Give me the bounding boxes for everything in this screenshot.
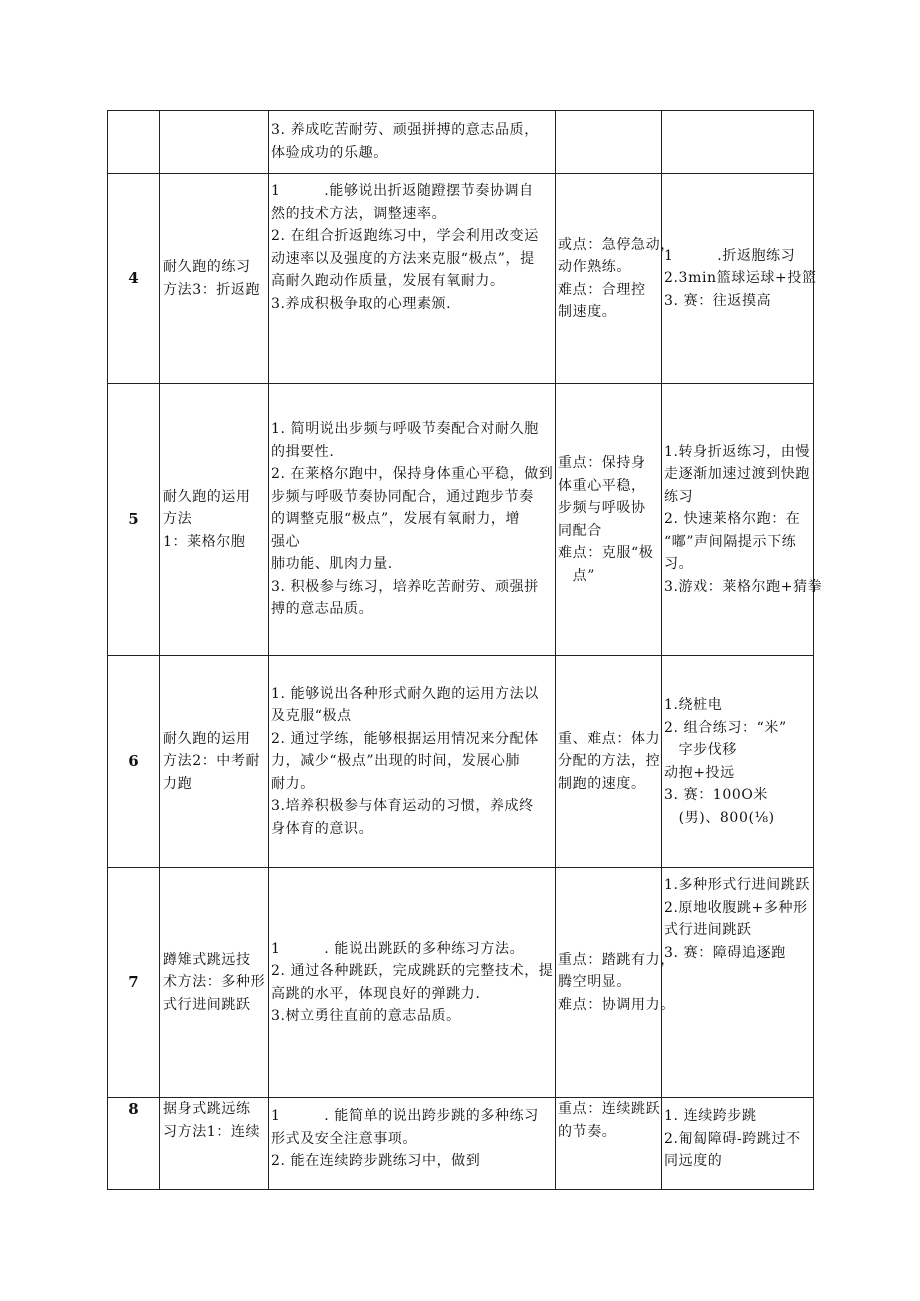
cell-line: 步频与呼吸协 xyxy=(558,500,646,516)
cell-line: 或点：急停急动， xyxy=(558,236,675,253)
learning-goals-cell xyxy=(269,656,556,868)
cell-line: 难点：克服“极 xyxy=(558,545,654,561)
cell-line: 3.培养积极参与体育运动的习惯，养成终 xyxy=(271,798,534,815)
cell-line: 重点：保持身 xyxy=(558,455,646,471)
cell-line: 2.原地收腹跳+多种形 xyxy=(664,899,808,916)
cell-line: 1 .能够说出折返随蹬摆节奏协调自 xyxy=(271,183,534,199)
cell-line: 3. 赛：往返摸高 xyxy=(664,292,772,309)
methods-cell xyxy=(662,656,814,868)
lesson-number-cell: 4 xyxy=(108,174,160,384)
cell-line: 身体育的意识。 xyxy=(271,820,374,837)
learning-goals-cell xyxy=(269,174,556,384)
table-row xyxy=(108,384,814,656)
cell-line: 及克服“极点 xyxy=(271,708,352,725)
key-points-cell xyxy=(556,384,662,656)
methods-cell xyxy=(662,174,817,384)
cell-line: 1. 能够说出各种形式耐久跑的运用方法以 xyxy=(271,685,539,702)
cell-line: 2.匍匐障碍-跨跳过不 xyxy=(664,1130,801,1147)
cell-line: 方法 xyxy=(163,511,193,528)
cell-line: 3. 养成吃苦耐劳、顽强拼搏的意志品质， xyxy=(271,122,539,138)
cell-line: 的节奏。 xyxy=(558,1123,617,1140)
cell-line: 力跑 xyxy=(163,775,193,792)
cell-line: 方法2：中考耐 xyxy=(163,753,261,770)
cell-line: 2. 能在连续跨步跳练习中，做到 xyxy=(271,1153,481,1169)
key-points-cell xyxy=(556,111,662,174)
cell-line: 1 . 能说出跳跃的多种练习方法。 xyxy=(271,940,525,957)
key-points-cell xyxy=(556,174,675,384)
cell-line: 2. 在组合折返跑练习中，学会利用改变运 xyxy=(271,228,539,244)
cell-line: 2.3min篮球运球+投篮 xyxy=(664,270,817,287)
learning-goals-cell xyxy=(269,868,556,1098)
cell-line: 习方法1：连续 xyxy=(163,1123,261,1140)
cell-line: 力，减少“极点”出现的时间，发展心肺 xyxy=(271,753,521,770)
cell-line: 分配的方法，控 xyxy=(558,753,661,770)
cell-line: 3.养成积极争取的心理素颁. xyxy=(271,295,452,312)
cell-line: 3.树立勇往直前的意志品质。 xyxy=(271,1008,461,1024)
cell-line: 1：莱格尔胞 xyxy=(163,533,246,550)
table-row xyxy=(108,111,814,174)
cell-line: 2. 通过学练，能够根据运用情况来分配体 xyxy=(271,730,539,747)
cell-line: 肺功能、肌肉力量. xyxy=(271,556,393,573)
cell-line: 习。 xyxy=(664,556,694,573)
lesson-title-cell xyxy=(160,868,269,1098)
cell-line: 3. 赛：100O米 xyxy=(664,787,769,803)
key-points-cell xyxy=(556,868,675,1098)
cell-line: 重点：连续跳跃 xyxy=(558,1101,661,1117)
learning-goals-cell xyxy=(269,1098,556,1190)
learning-goals-cell xyxy=(269,384,556,656)
cell-line: 3. 赛：障碍追逐跑 xyxy=(664,944,786,961)
cell-line: 3.游戏：莱格尔跑+猜拳 xyxy=(664,578,823,595)
cell-line: 耐久跑的运用 xyxy=(163,730,251,747)
cell-line: 蹲雉式跳远技 xyxy=(163,951,251,968)
cell-line: 动速率以及强度的方法来克服“极点”，提 xyxy=(271,250,535,267)
table-row xyxy=(108,868,814,1098)
cell-line: 3. 积极参与练习，培养吃苦耐劳、顽强拼 xyxy=(271,578,539,595)
cell-line: 据身式跳远练 xyxy=(163,1101,251,1117)
key-points-cell xyxy=(556,1098,662,1190)
cell-line: 同配合 xyxy=(558,522,602,539)
lesson-number-cell: 5 xyxy=(108,384,160,656)
cell-line: 形式及安全注意事项。 xyxy=(271,1130,417,1147)
cell-line: 1. 连续跨步跳 xyxy=(664,1108,757,1124)
lesson-title-cell xyxy=(160,1098,269,1190)
cell-line: 2. 在莱格尔跑中，保持身体重心平稳，做到 xyxy=(271,466,554,483)
cell-line: 2. 组合练习：“米” xyxy=(664,719,787,736)
cell-line: 动作熟练。 xyxy=(558,259,631,275)
lesson-number-cell: 8 xyxy=(108,1098,160,1190)
cell-line: 1.绕桩电 xyxy=(664,697,723,713)
cell-line: 体重心平稳， xyxy=(558,477,646,494)
cell-line: 耐力。 xyxy=(271,775,315,792)
cell-line: 体验成功的乐趣。 xyxy=(271,144,388,161)
cell-line: 1.转身折返练习，由慢 xyxy=(664,443,810,460)
cell-line: 重点：踏跳有力， xyxy=(558,951,675,968)
cell-line: 方法3：折返跑 xyxy=(163,281,261,298)
methods-cell xyxy=(662,868,814,1098)
cell-line: 1.多种形式行进间跳跃 xyxy=(664,877,810,893)
cell-line: 耐久跑的运用 xyxy=(163,488,251,505)
learning-goals-cell xyxy=(269,111,556,174)
cell-line: (男)、800(⅛) xyxy=(664,809,775,826)
lesson-title-cell xyxy=(160,384,269,656)
cell-line: 的揖要性. xyxy=(271,443,335,460)
lesson-title-cell xyxy=(160,111,269,174)
cell-line: 1 . 能简单的说出跨步跳的多种练习 xyxy=(271,1108,539,1124)
lesson-plan-table xyxy=(107,110,823,1190)
lesson-number-cell xyxy=(108,111,160,174)
cell-line: 腾空明显。 xyxy=(558,974,631,991)
cell-line: 难点：合理控 xyxy=(558,281,646,298)
cell-line: 1. 简明说出步频与呼吸节奏配合对耐久胞 xyxy=(271,421,539,438)
lesson-number-cell: 6 xyxy=(108,656,160,868)
cell-line: 字步伐移 xyxy=(664,742,737,758)
cell-line: 走逐渐加速过渡到快跑 xyxy=(664,466,810,483)
methods-cell xyxy=(662,384,823,656)
cell-line: 动抱+投远 xyxy=(664,764,735,781)
lesson-number-cell: 7 xyxy=(108,868,160,1098)
cell-line: “嘟”声间隔提示下练 xyxy=(664,533,797,550)
cell-line: 式行进间跳跃 xyxy=(163,996,251,1013)
cell-line: 2. 快速莱格尔跑：在 xyxy=(664,511,801,528)
table-row xyxy=(108,174,814,384)
cell-line: 制跑的速度。 xyxy=(558,775,646,792)
cell-line: 2. 通过各种跳跃，完成跳跃的完整技术，提 xyxy=(271,963,554,979)
cell-line: 制速度。 xyxy=(558,304,617,320)
table-row xyxy=(108,1098,814,1190)
table-row xyxy=(108,656,814,868)
cell-line: 强心 xyxy=(271,533,301,550)
cell-line: 步频与呼吸节奏协同配合，通过跑步节奏 xyxy=(271,488,534,505)
methods-cell xyxy=(662,1098,814,1190)
cell-line: 同远度的 xyxy=(664,1153,723,1169)
cell-line: 1 .折返胞练习 xyxy=(664,247,796,264)
cell-line: 搏的意志品质。 xyxy=(271,601,374,618)
cell-line: 耐久跑的练习 xyxy=(163,259,251,275)
cell-line: 练习 xyxy=(664,488,694,505)
lesson-title-cell xyxy=(160,174,269,384)
cell-line: 高耐久跑动作质量，发展有氧耐力。 xyxy=(271,273,505,289)
methods-cell xyxy=(662,111,814,174)
cell-line: 的调整克服“极点”，发展有氧耐力，增 xyxy=(271,511,521,528)
cell-line: 高跳的水平，体现良好的弹跳力. xyxy=(271,985,481,1002)
cell-line: 术方法：多种形 xyxy=(163,974,266,991)
cell-line: 重、难点：体力 xyxy=(558,730,661,747)
key-points-cell xyxy=(556,656,662,868)
cell-line: 点” xyxy=(558,567,595,584)
cell-line: 然的技术方法，调整速率。 xyxy=(271,205,447,222)
lesson-title-cell xyxy=(160,656,269,868)
cell-line: 式行进间跳跃 xyxy=(664,922,752,938)
cell-line: 难点：协调用力。 xyxy=(558,996,675,1013)
